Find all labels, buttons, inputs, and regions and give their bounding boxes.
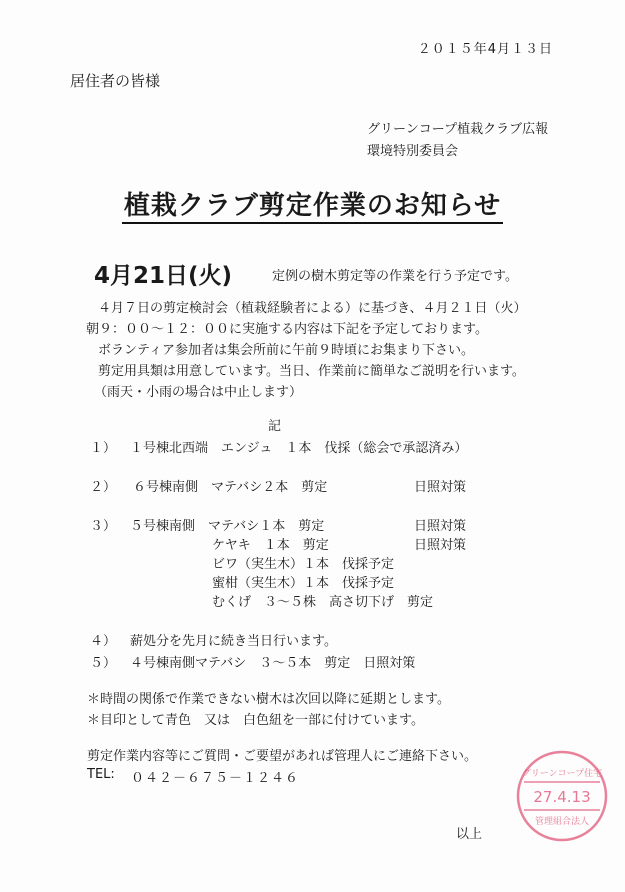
item-3-line-4: 蜜柑（実生木）１本 伐採予定 bbox=[212, 576, 395, 591]
headline-text: 定例の樹木剪定等の作業を行う予定です。 bbox=[272, 269, 518, 284]
item-number-2: ２） bbox=[90, 480, 117, 495]
item-1-line-1: １号棟北西端 エンジュ １本 伐採（総会で承認済み） bbox=[130, 441, 468, 456]
item-number-3: ３） bbox=[90, 519, 117, 534]
addressee: 居住者の皆様 bbox=[70, 72, 161, 90]
item-3-line-3: ビワ（実生木）１本 伐採予定 bbox=[212, 557, 395, 572]
item-number-5: ５） bbox=[90, 656, 117, 671]
note-line-2: ＊目印として青色 又は 白色紐を一部に付けています。 bbox=[87, 713, 424, 728]
intro-line-5: （雨天・小雨の場合は中止します） bbox=[94, 385, 303, 400]
item-3-line-2: ケヤキ １本 剪定 bbox=[212, 538, 329, 553]
document-title bbox=[0, 185, 625, 222]
intro-line-3: ボランティア参加者は集会所前に午前９時頃にお集まり下さい。 bbox=[98, 343, 474, 358]
seal-top-text: グリーンコープ住宅 bbox=[521, 769, 603, 779]
item-number-4: ４） bbox=[90, 634, 117, 649]
item-2-line-1-note: 日照対策 bbox=[414, 480, 467, 495]
item-3-line-2-note: 日照対策 bbox=[414, 538, 467, 553]
ki-marker: 記 bbox=[268, 419, 282, 434]
item-3-line-1: ５号棟南側 マテバシ１本 剪定 bbox=[130, 519, 325, 534]
item-4-line-1: 薪処分を先月に続き当日行います。 bbox=[130, 634, 337, 649]
intro-line-2: 朝９：００～１２：００に実施する内容は下記を予定しております。 bbox=[86, 322, 488, 337]
sender-line-2: 環境特別委員会 bbox=[367, 144, 459, 159]
intro-line-4: 剪定用具類は用意しています。当日、作業前に簡単なご説明を行います。 bbox=[98, 364, 525, 379]
item-3-line-5: むくげ ３～５株 高さ切下げ 剪定 bbox=[212, 595, 434, 610]
item-2-line-1: ６号棟南側 マテバシ２本 剪定 bbox=[133, 480, 328, 495]
item-number-1: １） bbox=[90, 441, 117, 456]
intro-line-1: ４月７日の剪定検討会（植栽経験者による）に基づき、４月２１日（火） bbox=[98, 301, 527, 316]
sender-line-1: グリーンコープ植栽クラブ広報 bbox=[367, 122, 549, 137]
issue-date: ２０１５年4月１３日 bbox=[417, 42, 553, 57]
item-3-line-1-note: 日照対策 bbox=[414, 519, 467, 534]
item-5-line-1: ４号棟南側マテバシ ３～５本 剪定 日照対策 bbox=[130, 656, 416, 671]
contact-line: 剪定作業内容等にご質問・ご要望があれば管理人にご連絡下さい。 bbox=[87, 749, 478, 764]
note-line-1: ＊時間の関係で作業できない樹木は次回以降に延期とします。 bbox=[87, 692, 450, 707]
document-title-text: 植栽クラブ剪定作業のお知らせ bbox=[122, 191, 503, 224]
headline-date: 4月21日(火) bbox=[94, 263, 233, 289]
seal-stamp bbox=[514, 748, 610, 844]
seal-bottom-text: 管理組合法人 bbox=[534, 817, 590, 827]
tel-number: ０４２－６７５－１２４６ bbox=[131, 771, 300, 786]
closing-text: 以上 bbox=[456, 827, 483, 842]
seal-date-text: 27.4.13 bbox=[533, 788, 591, 806]
tel-label: TEL: bbox=[87, 767, 115, 782]
